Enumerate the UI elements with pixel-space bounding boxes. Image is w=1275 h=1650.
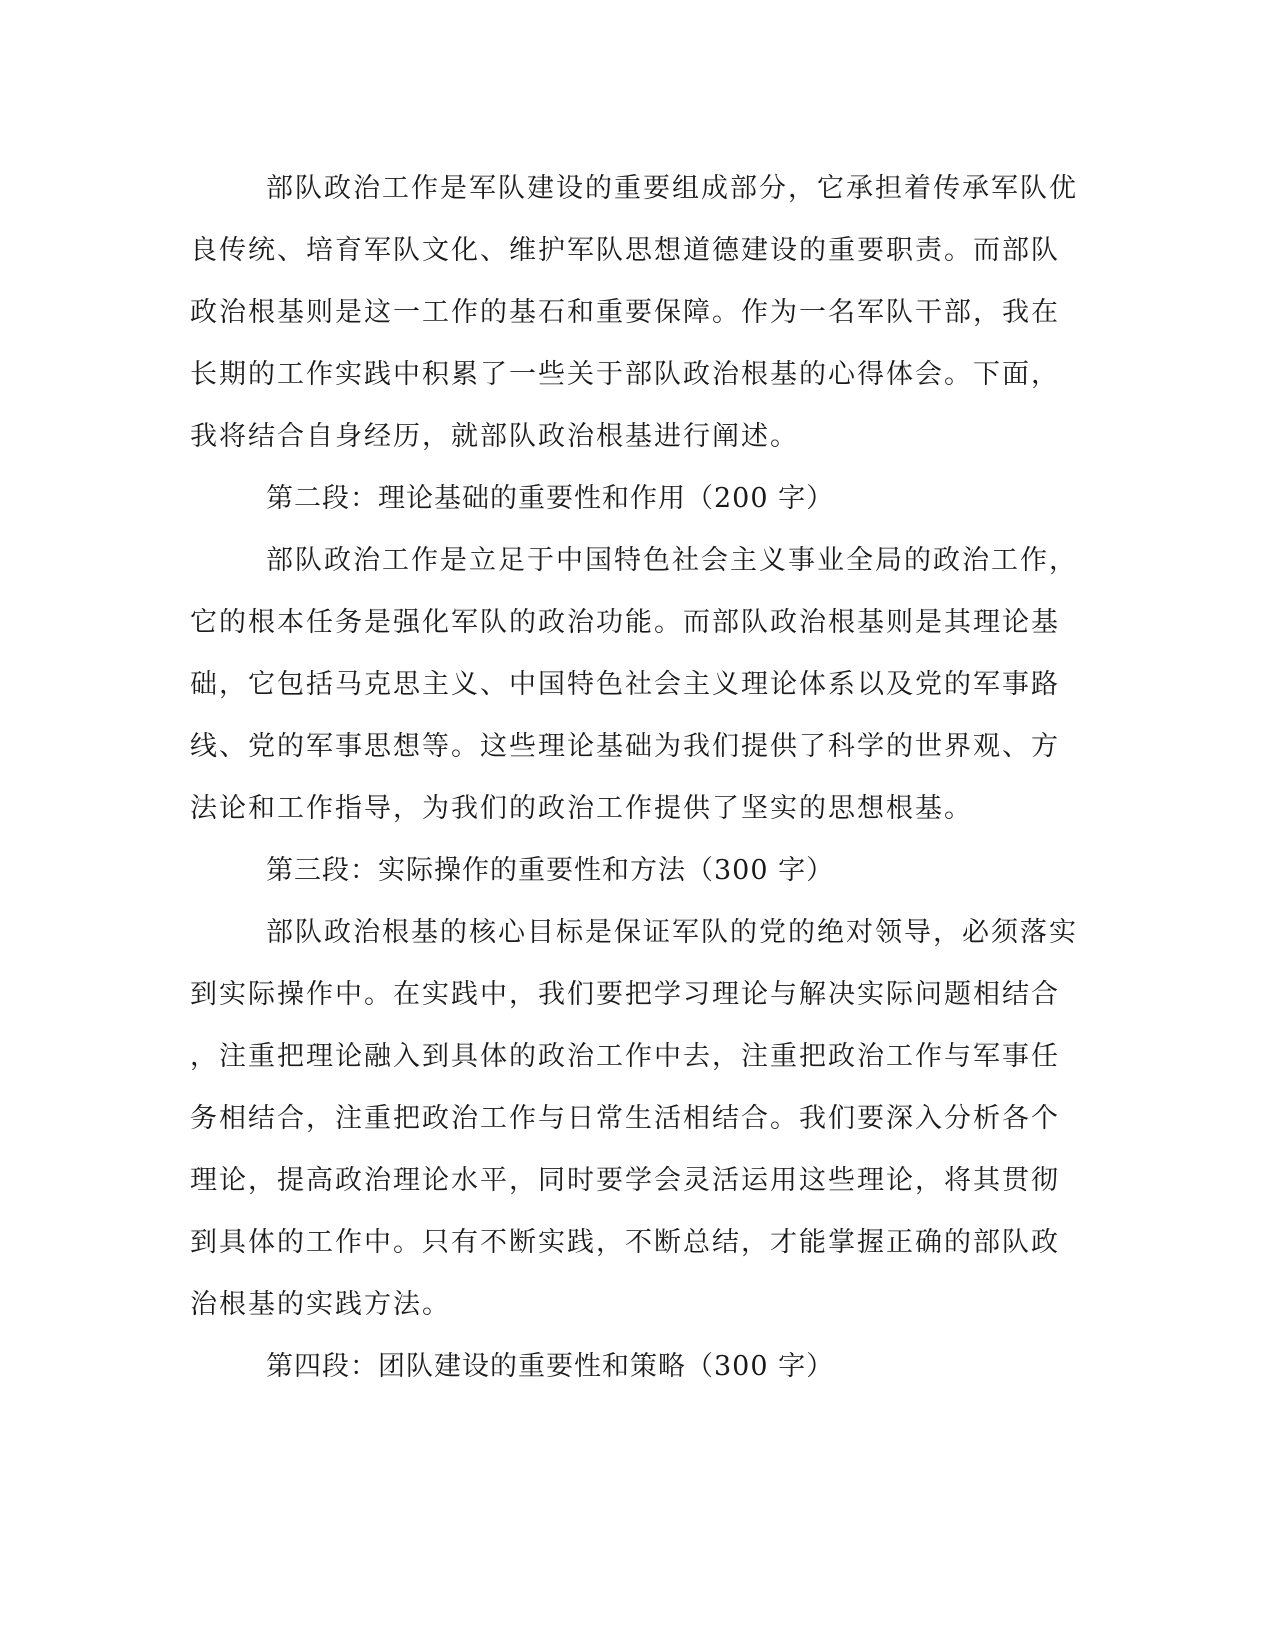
paragraph-practice <box>190 902 1078 1336</box>
paragraph-introduction <box>190 158 1078 468</box>
paragraph-line: 长期的工作实践中积累了一些关于部队政治根基的心得体会。下面， <box>190 359 1060 390</box>
paragraph-line: 部队政治工作是军队建设的重要组成部分，它承担着传承军队优 <box>266 173 1078 204</box>
paragraph-line: 务相结合，注重把政治工作与日常生活相结合。我们要深入分析各个 <box>190 1103 1060 1134</box>
document-body <box>190 158 1078 1398</box>
paragraph-line: 部队政治根基的核心目标是保证军队的党的绝对领导，必须落实 <box>266 917 1078 948</box>
paragraph-line: 良传统、培育军队文化、维护军队思想道德建设的重要职责。而部队 <box>190 235 1060 266</box>
paragraph-theory <box>190 530 1078 840</box>
paragraph-line: 我将结合自身经历，就部队政治根基进行阐述。 <box>190 421 799 452</box>
section-heading-4: 第四段：团队建设的重要性和策略（300 字） <box>266 1351 835 1382</box>
paragraph-line: 线、党的军事思想等。这些理论基础为我们提供了科学的世界观、方 <box>190 731 1060 762</box>
section-heading-2: 第二段：理论基础的重要性和作用（200 字） <box>266 483 835 514</box>
paragraph-line: 到实际操作中。在实践中，我们要把学习理论与解决实际问题相结合 <box>190 979 1060 1010</box>
paragraph-line: 理论，提高政治理论水平，同时要学会灵活运用这些理论，将其贯彻 <box>190 1165 1060 1196</box>
paragraph-line: ，注重把理论融入到具体的政治工作中去，注重把政治工作与军事任 <box>190 1041 1060 1072</box>
paragraph-line: 础，它包括马克思主义、中国特色社会主义理论体系以及党的军事路 <box>190 669 1060 700</box>
paragraph-line: 政治根基则是这一工作的基石和重要保障。作为一名军队干部，我在 <box>190 297 1060 328</box>
paragraph-line: 法论和工作指导，为我们的政治工作提供了坚实的思想根基。 <box>190 793 973 824</box>
paragraph-line: 到具体的工作中。只有不断实践，不断总结，才能掌握正确的部队政 <box>190 1227 1060 1258</box>
paragraph-line: 它的根本任务是强化军队的政治功能。而部队政治根基则是其理论基 <box>190 607 1060 638</box>
paragraph-line: 治根基的实践方法。 <box>190 1289 451 1320</box>
section-heading-3: 第三段：实际操作的重要性和方法（300 字） <box>266 855 835 886</box>
paragraph-line: 部队政治工作是立足于中国特色社会主义事业全局的政治工作， <box>266 545 1078 576</box>
